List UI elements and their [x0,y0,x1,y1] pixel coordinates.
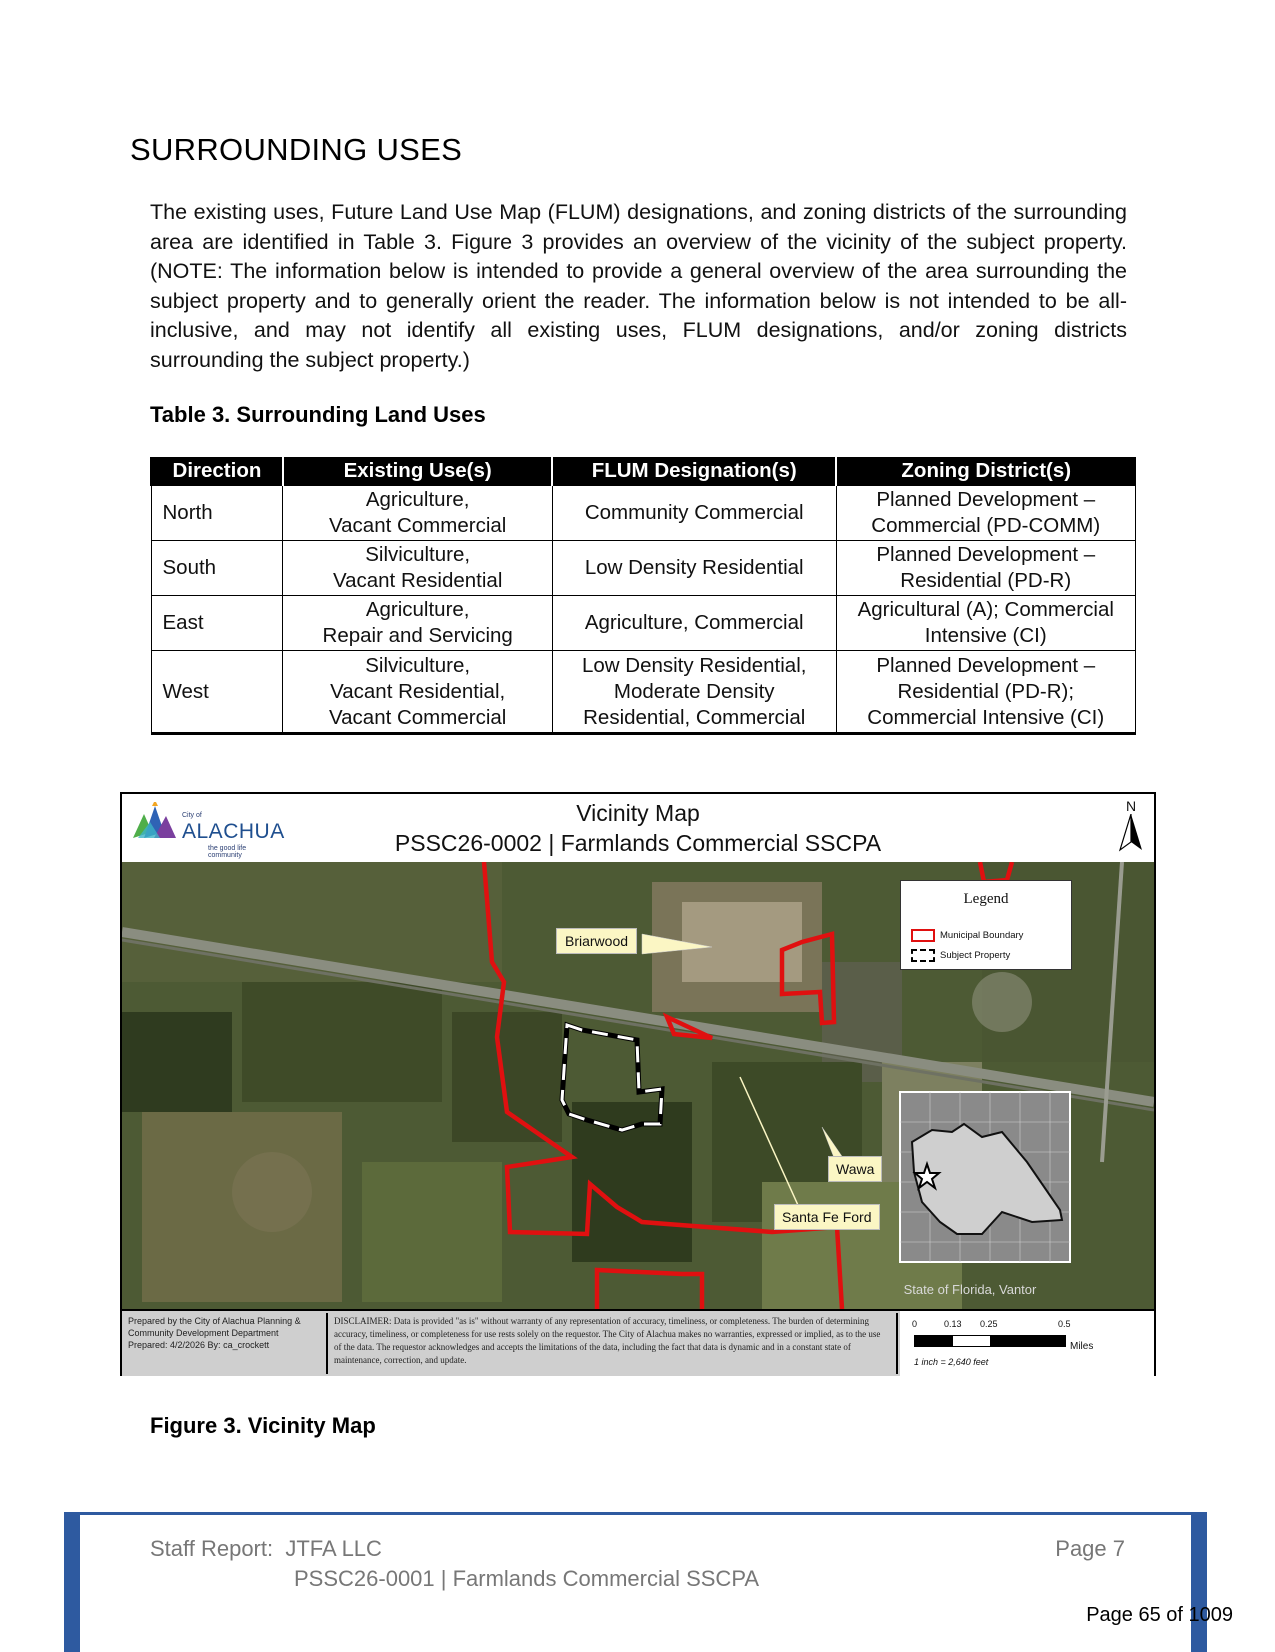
figure-caption: Figure 3. Vicinity Map [150,1413,376,1438]
header-flum: FLUM Designation(s) [552,457,836,486]
scale-unit: Miles [1070,1341,1094,1352]
cell-flum: Low Density Residential, Moderate Density Residential, Commercial [552,651,836,734]
label-briarwood: Briarwood [556,928,637,954]
cell-zoning: Planned Development – Commercial (PD-COMM) [836,486,1136,541]
map-header [122,794,1154,864]
map-footer [122,1309,1154,1376]
label-wawa: Wawa [828,1156,882,1182]
packet-page-stamp: Page 65 of 1009 [1086,1604,1233,1626]
legend-item-boundary: Municipal Boundary [911,929,1023,942]
cell-flum: Community Commercial [552,486,836,541]
map-title-line2: PSSC26-0002 | Farmlands Commercial SSCPA [394,830,882,856]
cell-zoning: Planned Development – Residential (PD-R) [836,541,1136,596]
boundary-swatch [911,929,935,942]
cell-direction: West [151,651,283,734]
table-row [151,651,1136,734]
table-row [151,486,1136,541]
scale-bar-graphic [914,1335,1066,1347]
subject-swatch [911,949,935,962]
header-zoning: Zoning District(s) [836,457,1136,486]
cell-zoning: Agricultural (A); Commercial Intensive (CI) [836,596,1136,651]
cell-direction: East [151,596,283,651]
cell-zoning: Planned Development – Residential (PD-R); Commercial Intensive (CI) [836,651,1136,734]
cell-existing-uses: Agriculture, Vacant Commercial [283,486,553,541]
cell-flum: Low Density Residential [552,541,836,596]
header-existing-uses: Existing Use(s) [283,457,553,486]
aerial-map [122,862,1154,1309]
scale-note: 1 inch = 2,640 feet [914,1357,989,1367]
table-caption: Table 3. Surrounding Land Uses [150,402,486,427]
logo-tagline: the good life community [208,845,247,859]
header-direction: Direction [151,457,283,486]
table-row [151,541,1136,596]
scale-bar [900,1311,1154,1376]
legend-title: Legend [963,891,1009,907]
north-arrow [1118,798,1144,858]
cell-flum: Agriculture, Commercial [552,596,836,651]
vicinity-map-figure [120,792,1156,1376]
map-title-line1: Vicinity Map [576,800,700,826]
logo-city-name: ALACHUA [182,820,285,843]
cell-existing-uses: Agriculture, Repair and Servicing [283,596,553,651]
north-label: N [1125,798,1137,814]
inset-credit: State of Florida, Vantor [903,1282,1037,1297]
table-header-row [151,457,1136,486]
prepared-by: Prepared by the City of Alachua Planning & Community Development Department Prepared: 4/2/2026 By: ca_crockett [128,1316,301,1350]
cell-existing-uses: Silviculture, Vacant Residential, Vacant Commercial [283,651,553,734]
section-title: SURROUNDING USES [130,132,463,167]
scale-ticks: 0 0.13 0.25 0.5 [912,1319,1071,1329]
logo-city-of: City of [182,812,202,819]
footer-page-number: Page 7 [1055,1536,1125,1561]
cell-direction: North [151,486,283,541]
footer-report-title: Staff Report: JTFA LLC [150,1536,382,1561]
cell-direction: South [151,541,283,596]
north-arrow-icon [1118,814,1144,852]
label-santa-fe-ford: Santa Fe Ford [774,1204,880,1230]
map-title [122,798,1154,858]
legend-item-subject: Subject Property [911,949,1010,962]
cell-existing-uses: Silviculture, Vacant Residential [283,541,553,596]
map-legend [900,880,1072,970]
surrounding-uses-table [150,457,1136,735]
footer-project: PSSC26-0001 | Farmlands Commercial SSCPA [294,1566,760,1591]
table-row [151,596,1136,651]
disclaimer: DISCLAIMER: Data is provided "as is" without warranty of any representation of accuracy, timeliness, or completeness. The burden of determining accuracy, timeliness, or completeness for use rests solely on the requestor. The City of Alachua makes no warranties, expressed or implied, as to the use of the data. The requestor acknowledges and accepts the limitations of the data, including the fact that data is dynamic and in a constant state of maintenance, correction, and update. [326,1313,898,1374]
intro-paragraph: The existing uses, Future Land Use Map (FLUM) designations, and zoning districts of the surrounding area are identified in Table 3. Figure 3 provides an overview of the vicinity of the subject property. (NOTE: The information below is intended to provide a general overview of the area surrounding the subject property and to generally orient the reader. The information below is not intended to be all-inclusive, and may not identify all existing uses, FLUM designations, and/or zoning districts surrounding the subject property.) [150,200,1127,372]
